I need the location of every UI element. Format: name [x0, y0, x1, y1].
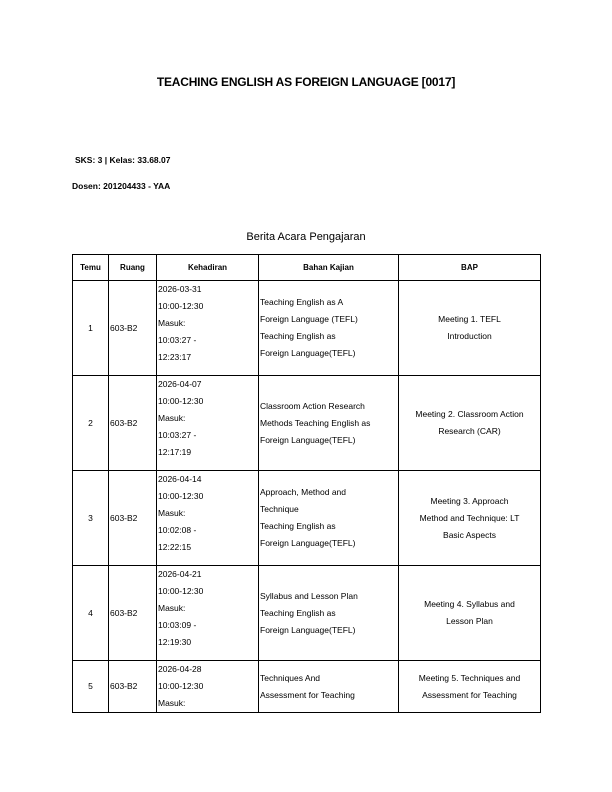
temu-cell: 3 [73, 471, 109, 566]
kehadiran-line: Masuk: [158, 698, 186, 708]
kehadiran-cell [157, 376, 259, 471]
kehadiran-cell [157, 281, 259, 376]
kehadiran-line: 10:00-12:30 [158, 396, 204, 406]
kehadiran-line: Masuk: [158, 318, 186, 328]
kehadiran-line: 2026-04-14 [158, 474, 202, 484]
table-body [73, 281, 541, 713]
table-row [73, 471, 541, 566]
table-header-row [73, 255, 541, 281]
bap-line: Meeting 3. Approach [430, 495, 509, 506]
course-title: TEACHING ENGLISH AS FOREIGN LANGUAGE [0017] [156, 75, 456, 89]
bap-cell [399, 566, 541, 661]
bap-line: Basic Aspects [443, 529, 496, 540]
kehadiran-line: 10:03:27 - [158, 430, 197, 440]
sks-kelas-info: SKS: 3 | Kelas: 33.68.07 [75, 155, 171, 165]
kehadiran-line: 12:22:15 [158, 542, 192, 552]
temu-cell: 1 [73, 281, 109, 376]
bahan-kajian-line: Foreign Language (TEFL) [260, 314, 358, 324]
kehadiran-cell [157, 566, 259, 661]
bahan-kajian-line: Teaching English as A [260, 297, 344, 307]
table-row [73, 566, 541, 661]
temu-cell: 2 [73, 376, 109, 471]
header-bap: BAP [399, 255, 541, 281]
bap-line: Meeting 4. Syllabus and [424, 599, 515, 609]
header-ruang: Ruang [109, 255, 157, 281]
bap-line: Meeting 5. Techniques and [418, 672, 521, 683]
bap-cell [399, 281, 541, 376]
kehadiran-line: 12:23:17 [158, 352, 192, 362]
bahan-kajian-line: Methods Teaching English as [260, 417, 371, 428]
kehadiran-line: 10:00-12:30 [158, 491, 204, 501]
ruang-cell: 603-B2 [109, 661, 157, 713]
bahan-kajian-line: Foreign Language(TEFL) [260, 538, 356, 548]
bap-cell [399, 661, 541, 713]
kehadiran-line: 2026-03-31 [158, 284, 202, 294]
ruang-cell: 603-B2 [109, 566, 157, 661]
bahan-kajian-line: Approach, Method and [260, 487, 347, 497]
kehadiran-line: 10:03:09 - [158, 620, 197, 630]
bap-line: Introduction [447, 331, 492, 341]
kehadiran-line: 12:19:30 [158, 637, 192, 647]
kehadiran-line: 10:02:08 - [158, 525, 197, 535]
kehadiran-cell [157, 661, 259, 713]
kehadiran-line: Masuk: [158, 508, 186, 518]
bap-line: Assessment for Teaching [422, 689, 517, 700]
bahan-kajian-line: Foreign Language(TEFL) [260, 624, 356, 635]
bahan-kajian-cell [259, 566, 399, 661]
bap-table [72, 254, 541, 713]
bap-cell [399, 376, 541, 471]
kehadiran-line: 10:00-12:30 [158, 586, 204, 596]
bahan-kajian-cell [259, 376, 399, 471]
kehadiran-line: 10:00-12:30 [158, 681, 204, 691]
bahan-kajian-cell [259, 471, 399, 566]
temu-cell: 4 [73, 566, 109, 661]
bahan-kajian-line: Foreign Language(TEFL) [260, 348, 356, 358]
bahan-kajian-line: Teaching English as [260, 521, 336, 531]
ruang-cell: 603-B2 [109, 376, 157, 471]
kehadiran-cell [157, 471, 259, 566]
table-row [73, 661, 541, 713]
header-temu: Temu [73, 255, 109, 281]
bahan-kajian-line: Assessment for Teaching [260, 689, 355, 700]
kehadiran-line: 12:17:19 [158, 447, 192, 457]
table-row [73, 281, 541, 376]
kehadiran-line: 2026-04-07 [158, 379, 202, 389]
dosen-info: Dosen: 201204433 - YAA [72, 181, 171, 191]
bap-line: Meeting 2. Classroom Action [415, 409, 524, 419]
bahan-kajian-line: Teaching English as [260, 331, 336, 341]
bahan-kajian-line: Classroom Action Research [260, 400, 365, 411]
table-row [73, 376, 541, 471]
kehadiran-line: Masuk: [158, 603, 186, 613]
bahan-kajian-line: Teaching English as [260, 607, 336, 618]
bahan-kajian-line: Technique [260, 504, 299, 514]
bahan-kajian-cell [259, 281, 399, 376]
section-title: Berita Acara Pengajaran [246, 231, 366, 243]
bahan-kajian-cell [259, 661, 399, 713]
ruang-cell: 603-B2 [109, 281, 157, 376]
kehadiran-line: 10:03:27 - [158, 335, 197, 345]
bap-line: Lesson Plan [446, 616, 493, 626]
bahan-kajian-line: Syllabus and Lesson Plan [260, 590, 358, 601]
kehadiran-line: Masuk: [158, 413, 186, 423]
bahan-kajian-line: Foreign Language(TEFL) [260, 434, 356, 445]
kehadiran-line: 10:00-12:30 [158, 301, 204, 311]
header-kehadiran: Kehadiran [157, 255, 259, 281]
kehadiran-line: 2026-04-21 [158, 569, 202, 579]
bap-cell [399, 471, 541, 566]
header-bahan-kajian: Bahan Kajian [259, 255, 399, 281]
bap-line: Research (CAR) [438, 426, 501, 436]
bap-line: Meeting 1. TEFL [438, 314, 501, 324]
bahan-kajian-line: Techniques And [260, 672, 321, 683]
temu-cell: 5 [73, 661, 109, 713]
ruang-cell: 603-B2 [109, 471, 157, 566]
bap-line: Method and Technique: LT [419, 512, 520, 523]
kehadiran-line: 2026-04-28 [158, 664, 202, 674]
